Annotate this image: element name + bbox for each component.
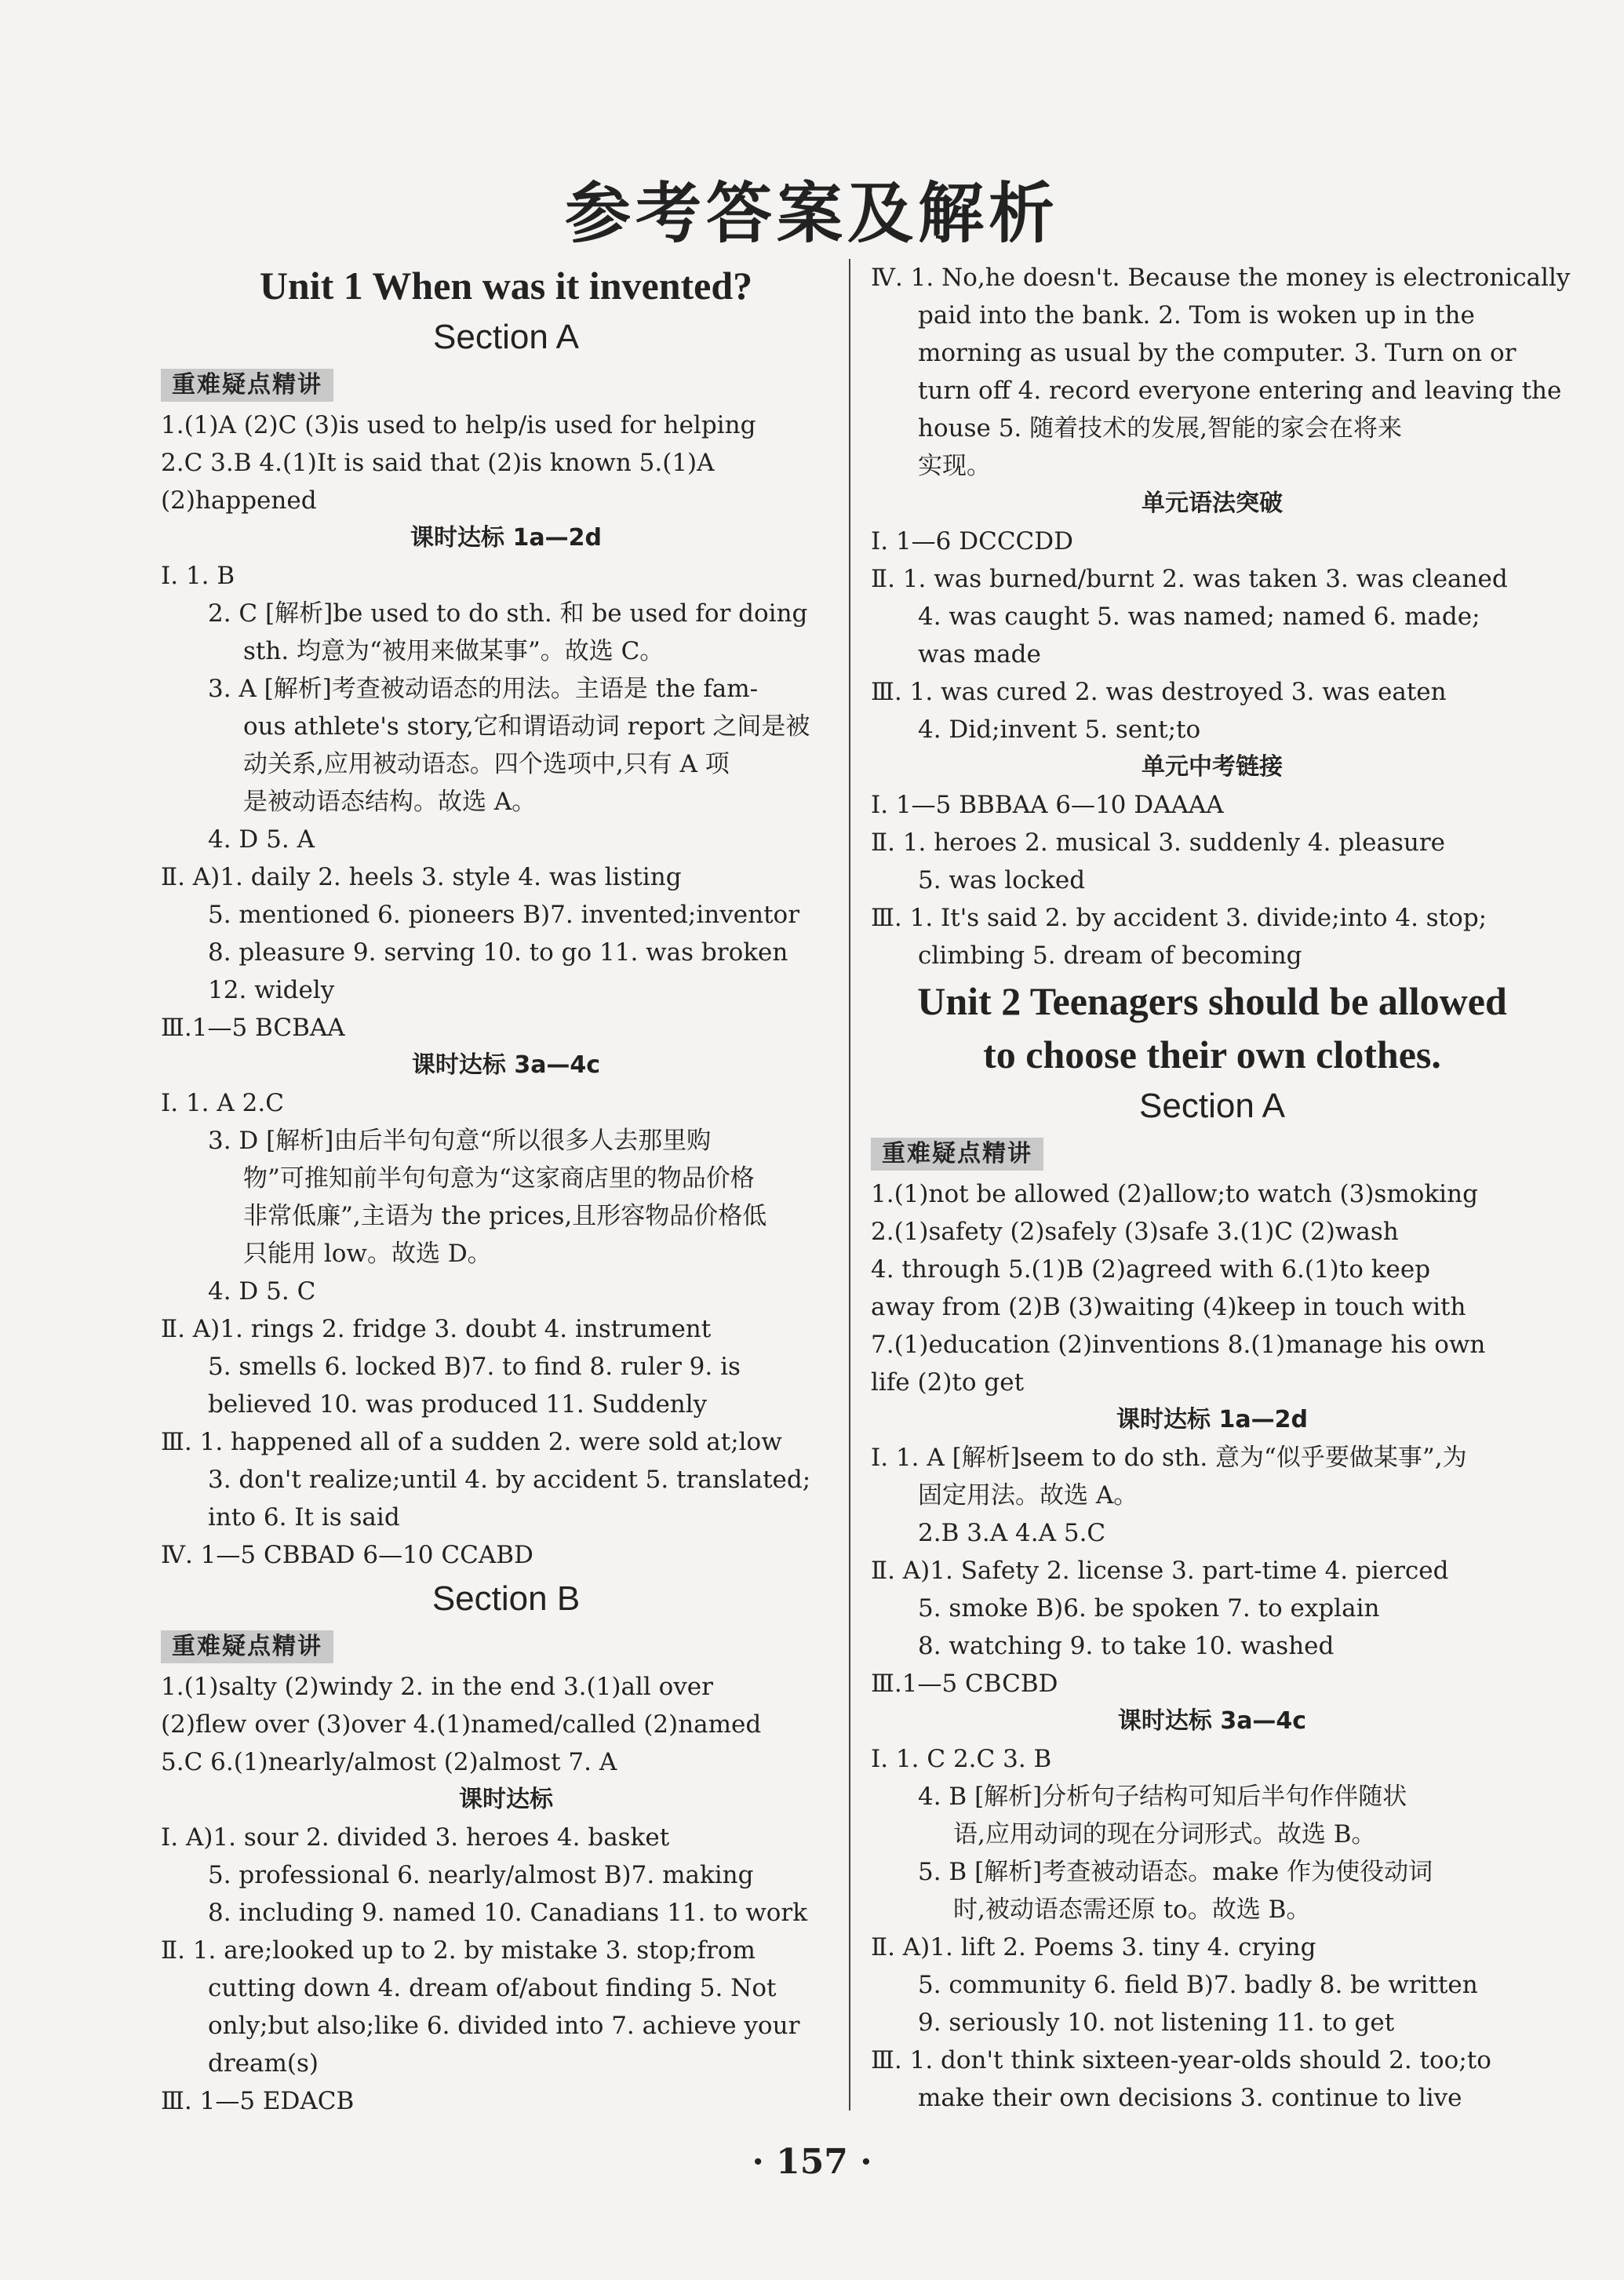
answer-line: Ⅱ. 1. are;looked up to 2. by mistake 3. stop;from xyxy=(161,1936,756,1965)
answer-line: 4. D 5. C xyxy=(208,1277,316,1306)
answer-line: 5. B [解析]考查被动语态。make 作为使役动词 xyxy=(918,1858,1433,1886)
answer-line: Ⅰ. 1. A 2.C xyxy=(161,1089,284,1117)
answer-line: 1.(1)A (2)C (3)is used to help/is used for helping xyxy=(161,411,756,439)
page-number: · 157 · xyxy=(752,2142,872,2182)
answer-line: 3. A [解析]考查被动语态的用法。主语是 the fam- xyxy=(208,675,759,703)
answer-line: Ⅰ. 1. C 2.C 3. B xyxy=(871,1745,1052,1773)
answer-line: 5. was locked xyxy=(918,866,1086,894)
section-title: Section A xyxy=(433,318,579,356)
answer-line: 5. community 6. field B)7. badly 8. be written xyxy=(918,1971,1478,1999)
answer-line: 3. D [解析]由后半句句意“所以很多人去那里购 xyxy=(208,1127,712,1155)
unit-title: Unit 2 Teenagers should be allowed xyxy=(917,979,1507,1023)
answer-line: dream(s) xyxy=(208,2049,319,2078)
answer-line: Ⅰ. 1—6 DCCCDD xyxy=(871,527,1073,555)
answer-line: 5. professional 6. nearly/almost B)7. making xyxy=(208,1861,754,1889)
answer-line: Ⅳ. 1. No,he doesn't. Because the money is electronically xyxy=(871,264,1571,292)
sub-heading: 单元中考链接 xyxy=(1142,753,1283,781)
section-title: Section B xyxy=(431,1579,581,1618)
answer-line: sth. 均意为“被用来做某事”。故选 C。 xyxy=(243,637,665,665)
answer-line: climbing 5. dream of becoming xyxy=(918,942,1302,970)
answer-line: cutting down 4. dream of/about finding 5. Not xyxy=(208,1974,777,2002)
answer-line: 8. watching 9. to take 10. washed xyxy=(918,1632,1335,1660)
answer-line: house 5. 随着技术的发展,智能的家会在将来 xyxy=(918,414,1402,443)
sub-heading: 课时达标 3a—4c xyxy=(1117,1707,1307,1735)
ribbon-wrap xyxy=(161,362,851,406)
sub-heading: 课时达标 1a—2d xyxy=(1116,1406,1308,1433)
answer-line: Ⅲ. 1. happened all of a sudden 2. were sold at;low xyxy=(161,1428,782,1456)
ribbon-heading: 重难疑点精讲 xyxy=(871,1138,1043,1171)
answer-line: 时,被动语态需还原 to。故选 B。 xyxy=(953,1896,1311,1924)
answer-line: Ⅱ. 1. was burned/burnt 2. was taken 3. was cleaned xyxy=(871,565,1508,593)
answer-line: 实现。 xyxy=(918,452,991,480)
answer-line: Ⅲ. 1. It's said 2. by accident 3. divide;into 4. stop; xyxy=(871,904,1487,932)
answer-line: away from (2)B (3)waiting (4)keep in touch with xyxy=(871,1293,1466,1321)
answer-line: 非常低廉”,主语为 the prices,且形容物品价格低 xyxy=(243,1202,767,1230)
answer-line: 4. Did;invent 5. sent;to xyxy=(918,716,1201,744)
answer-line: believed 10. was produced 11. Suddenly xyxy=(208,1390,708,1419)
ribbon-wrap xyxy=(871,1131,1553,1175)
answer-line: 固定用法。故选 A。 xyxy=(918,1481,1138,1510)
answer-line: 1.(1)not be allowed (2)allow;to watch (3)smoking xyxy=(871,1180,1478,1208)
answer-line: 3. don't realize;until 4. by accident 5. translated; xyxy=(208,1466,811,1494)
answer-line: Ⅱ. 1. heroes 2. musical 3. suddenly 4. pleasure xyxy=(871,829,1445,857)
page-title: 参考答案及解析 xyxy=(564,174,1059,252)
sub-heading: 课时达标 3a—4c xyxy=(411,1051,601,1079)
section-title: Section A xyxy=(1139,1087,1285,1125)
answer-line: 2.C 3.B 4.(1)It is said that (2)is known 5.(1)A xyxy=(161,449,715,477)
answer-line: Ⅰ. 1. B xyxy=(161,562,235,590)
answer-line: (2)flew over (3)over 4.(1)named/called (2)named xyxy=(161,1710,762,1739)
answer-line: Ⅲ. 1—5 EDACB xyxy=(161,2087,355,2115)
answer-line: Ⅰ. 1—5 BBBAA 6—10 DAAAA xyxy=(871,791,1224,819)
answer-line: 5. smoke B)6. be spoken 7. to explain xyxy=(918,1594,1380,1623)
sub-heading: 课时达标 1a—2d xyxy=(410,524,602,552)
answer-line: Ⅲ. 1. was cured 2. was destroyed 3. was eaten xyxy=(871,678,1447,706)
ribbon-heading: 重难疑点精讲 xyxy=(161,1630,333,1663)
answer-line: turn off 4. record everyone entering and leaving the xyxy=(918,377,1562,405)
answer-line: morning as usual by the computer. 3. Turn on or xyxy=(918,339,1517,367)
answer-line: Ⅲ. 1. don't think sixteen-year-olds should 2. too;to xyxy=(871,2046,1491,2074)
answer-line: paid into the bank. 2. Tom is woken up in the xyxy=(918,301,1475,330)
ribbon-heading: 重难疑点精讲 xyxy=(161,369,333,402)
answer-line: Ⅰ. A)1. sour 2. divided 3. heroes 4. basket xyxy=(161,1823,670,1852)
answer-line: Ⅱ. A)1. Safety 2. license 3. part-time 4. pierced xyxy=(871,1557,1449,1585)
answer-line: 5. smells 6. locked B)7. to find 8. ruler 9. is xyxy=(208,1353,741,1381)
answer-line: ous athlete's story,它和谓语动词 report 之间是被 xyxy=(243,712,810,741)
answer-line: life (2)to get xyxy=(871,1368,1025,1397)
answer-line: Ⅳ. 1—5 CBBAD 6—10 CCABD xyxy=(161,1541,533,1569)
answer-line: make their own decisions 3. continue to live xyxy=(918,2084,1462,2112)
answer-line: 4. was caught 5. was named; named 6. made; xyxy=(918,603,1480,631)
answer-line: Ⅲ.1—5 CBCBD xyxy=(871,1670,1058,1698)
left-column xyxy=(161,259,851,2120)
answer-line: 2. C [解析]be used to do sth. 和 be used for doing xyxy=(208,599,808,628)
answer-line: 语,应用动词的现在分词形式。故选 B。 xyxy=(953,1820,1376,1848)
answer-line: 动关系,应用被动语态。四个选项中,只有 A 项 xyxy=(243,750,730,778)
answer-line: 5. mentioned 6. pioneers B)7. invented;inventor xyxy=(208,901,800,929)
unit-title: Unit 1 When was it invented? xyxy=(259,264,753,308)
answer-line: Ⅱ. A)1. lift 2. Poems 3. tiny 4. crying xyxy=(871,1933,1316,1961)
unit-title: to choose their own clothes. xyxy=(983,1033,1441,1076)
ribbon-wrap xyxy=(161,1624,851,1668)
answer-line: 5.C 6.(1)nearly/almost (2)almost 7. A xyxy=(161,1748,617,1776)
sub-heading: 单元语法突破 xyxy=(1142,490,1283,517)
answer-line: 4. B [解析]分析句子结构可知后半句作伴随状 xyxy=(918,1783,1407,1811)
right-column xyxy=(871,259,1571,2117)
column-divider xyxy=(849,259,850,2111)
answer-line: 7.(1)education (2)inventions 8.(1)manage his own xyxy=(871,1331,1486,1359)
answer-line: Ⅱ. A)1. rings 2. fridge 3. doubt 4. instrument xyxy=(161,1315,712,1343)
answer-line: 2.(1)safety (2)safely (3)safe 3.(1)C (2)wash xyxy=(871,1218,1399,1246)
answer-line: 4. through 5.(1)B (2)agreed with 6.(1)to keep xyxy=(871,1255,1431,1284)
answer-line: Ⅰ. 1. A [解析]seem to do sth. 意为“似乎要做某事”,为 xyxy=(871,1444,1467,1472)
answer-line: 物”可推知前半句句意为“这家商店里的物品价格 xyxy=(243,1164,755,1193)
answer-line: 8. including 9. named 10. Canadians 11. to work xyxy=(208,1899,807,1927)
sub-heading: 课时达标 xyxy=(459,1786,553,1813)
answer-line: 12. widely xyxy=(208,976,335,1004)
answer-line: 4. D 5. A xyxy=(208,825,315,854)
answer-line: into 6. It is said xyxy=(208,1503,400,1532)
answer-line: 只能用 low。故选 D。 xyxy=(243,1240,492,1268)
answer-line: 是被动语态结构。故选 A。 xyxy=(243,788,537,816)
answer-line: 2.B 3.A 4.A 5.C xyxy=(918,1519,1106,1547)
answer-line: Ⅱ. A)1. daily 2. heels 3. style 4. was listing xyxy=(161,863,682,891)
answer-line: (2)happened xyxy=(161,486,317,515)
answer-line: was made xyxy=(918,640,1041,668)
answer-line: only;but also;like 6. divided into 7. achieve your xyxy=(208,2012,800,2040)
answer-line: Ⅲ.1—5 BCBAA xyxy=(161,1014,345,1042)
answer-line: 9. seriously 10. not listening 11. to get xyxy=(918,2009,1395,2037)
answer-line: 1.(1)salty (2)windy 2. in the end 3.(1)all over xyxy=(161,1673,713,1701)
answer-line: 8. pleasure 9. serving 10. to go 11. was broken xyxy=(208,938,788,967)
